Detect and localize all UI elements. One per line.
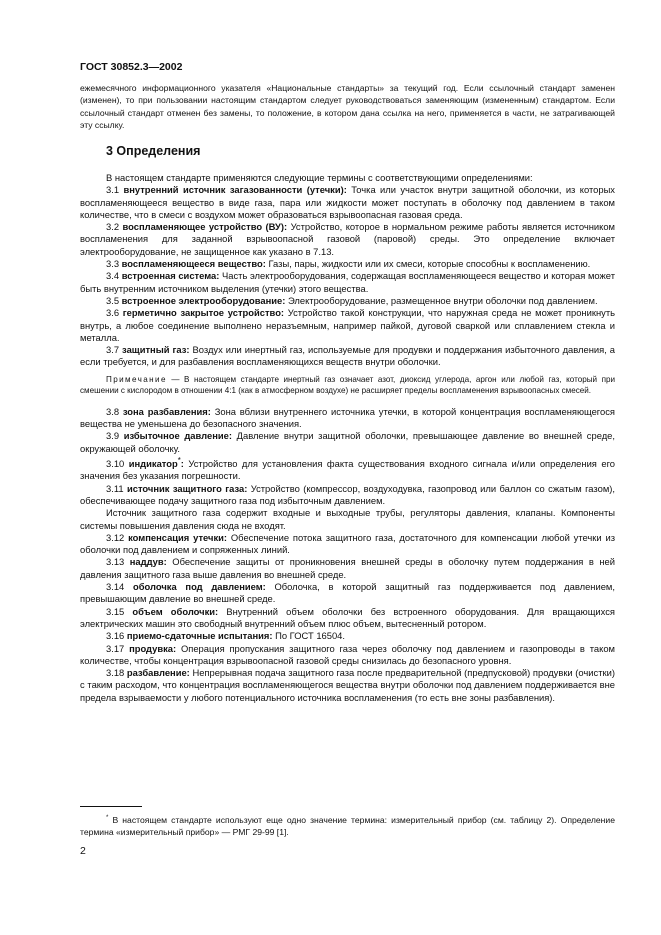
term: зона разбавления: [122, 405, 211, 417]
term: источник защитного газа: [126, 482, 248, 494]
term: разбавление: [126, 667, 190, 679]
definition-3-4: 3.4 встроенная система: Часть электрооборудования, содержащая воспламеняющееся вещество и которая может быть внутренним источником выделения (утечки) этого вещества. [80, 270, 615, 294]
definition-3-6: 3.6 герметично закрытое устройство: Устройство такой конструкции, что наружная среда не может проникнуть внутрь, а любое соединение выполнено неразъемным, например пайкой, дуговой сваркой или сплавлением стекла и металла. [80, 307, 615, 343]
term: приемо-сдаточные испытания: [126, 630, 273, 642]
definitions-body [80, 172, 615, 704]
term: индикатор [128, 458, 178, 470]
term: внутренний источник загазованности (утечки): [123, 184, 347, 196]
definition-3-1: 3.1 внутренний источник загазованности (утечки): Точка или участок внутри защитной оболочки, из которых воспламеняющееся вещество в виде газа, пара или жидкости может поступать в оболочку под давлением в таком количестве, что в смеси с воздухом может образоваться взрывоопасная газовая среда. [80, 184, 615, 220]
definition-3-17: 3.17 продувка: Операция пропускания защитного газа через оболочку под давлением и газопроводы в таком количестве, чтобы концентрация взрывоопасной газовой среды снизилась до безопасного уровня. [80, 642, 615, 666]
definition-3-15: 3.15 объем оболочки: Внутренний объем оболочки без встроенного оборудования. Для вращающихся электрических машин это свободный внутренний объем плюс объем, вытесненный ротором. [80, 605, 615, 629]
definition-3-2: 3.2 воспламеняющее устройство (ВУ): Устройство, которое в нормальном режиме работы является источником воспламенения для заданной взрывоопасной газовой (паровой) среды. Это определение включает электрооборудование, не защищенное как указано в 7.13. [80, 221, 616, 257]
definition-3-7: 3.7 защитный газ: Воздух или инертный газ, используемые для продувки и поддержания избыточного давления, а если требуется, и для разбавления воспламеняющихся веществ внутри оболочки. [80, 344, 615, 368]
term: герметично закрытое устройство: [122, 307, 285, 319]
definition-3-12: 3.12 компенсация утечки: Обеспечение потока защитного газа, достаточного для компенсации любой утечки из оболочки под давлением и сопряженных линий. [80, 531, 616, 556]
note-paragraph: Примечание — В настоящем стандарте инертный газ означает азот, диоксид углерода, аргон или любой газ, который при смешении с кислородом в отношении 4:1 (как в атмосферном воздухе) не расширяет пределы воспламенения взрывоопасных смесей. [80, 374, 616, 395]
page-number: 2 [80, 845, 86, 857]
footnote-mark: * [177, 455, 181, 465]
term: продувка: [129, 642, 177, 654]
definition-3-8: 3.8 зона разбавления: Зона вблизи внутреннего источника утечки, в которой концентрация воспламеняющегося вещества не уменьшена до безопасного значения. [80, 405, 615, 430]
term: встроенная система: [121, 270, 220, 282]
definition-3-3: 3.3 воспламеняющееся вещество: Газы, пары, жидкости или их смеси, которые способны к воспламенению. [106, 258, 591, 270]
term: избыточное давление: [123, 430, 232, 442]
term: воспламеняющееся вещество: [121, 258, 266, 270]
term: наддув: [129, 556, 167, 568]
term: оболочка под давлением: [132, 581, 266, 593]
note-label: Примечание [106, 374, 167, 384]
lead-paragraph: В настоящем стандарте применяются следующие термины с соответствующими определениями: [106, 172, 533, 183]
intro-paragraph: ежемесячного информационного указателя «Национальные стандарты» за текущий год. Если ссылочный стандарт заменен (изменен), то при пользовании настоящим стандартом следует руководствоваться заменяющим (измененным) стандартом. Если ссылочный стандарт отменен без замены, то положение, в котором дана ссылка на него, применяется в части, не затрагивающей эту ссылку. [80, 83, 615, 131]
definition-3-10: 3.10 индикатор*: Устройство для установления факта существования входного сигнала и/или определения его значения без указания погрешности. [80, 455, 616, 482]
footnote: * В настоящем стандарте используют еще одно значение термина: измерительный прибор (см. таблицу 2). Определение термина «измерительный прибор» — РМГ 29-99 [1]. [80, 814, 615, 838]
section-title: 3 Определения [106, 144, 201, 158]
term: встроенное электрооборудование: [121, 294, 286, 306]
definition-3-11: 3.11 источник защитного газа: Устройство (компрессор, воздуходувка, газопровод или баллон со сжатым газом), обеспечивающее подачу защитного газа под избыточным давлением. [80, 482, 615, 506]
definition-3-13: 3.13 наддув: Обеспечение защиты от проникновения внешней среды в оболочку путем поддержания в ней давления защитного газа выше давления во внешней среде. [80, 556, 616, 580]
definition-3-5: 3.5 встроенное электрооборудование: Электрооборудование, размещенное внутри оболочки под давлением. [106, 294, 598, 306]
definition-3-14: 3.14 оболочка под давлением: Оболочка, в которой защитный газ поддерживается под давлением, превышающим давление во внешней среде. [80, 581, 615, 605]
definition-3-11-extra: Источник защитного газа содержит входные и выходные трубы, регуляторы давления, клапаны. Компоненты системы повышения давления сюда не входят. [80, 507, 615, 531]
term: объем оболочки: [132, 605, 219, 617]
term: компенсация утечки: [128, 531, 228, 543]
term: воспламеняющее устройство (ВУ): [122, 221, 288, 233]
footnote-divider [80, 806, 142, 807]
term: защитный газ: [122, 344, 190, 356]
definition-3-16: 3.16 приемо-сдаточные испытания: По ГОСТ 16504. [106, 630, 345, 642]
definition-3-9: 3.9 избыточное давление: Давление внутри защитной оболочки, превышающее давление во внешней среде, окружающей оболочку. [80, 430, 616, 454]
definition-3-18: 3.18 разбавление: Непрерывная подача защитного газа после предварительной (предпусковой) продувки (очистки) с таким расходом, что концентрация воспламеняющегося вещества внутри оболочки под давлением поддерживается вне предела взрываемости у любого потенциального источника воспламенения (то есть вне зоны разбавления). [80, 667, 615, 703]
document-header: ГОСТ 30852.3—2002 [80, 61, 183, 73]
footnote-mark: * [106, 815, 109, 821]
